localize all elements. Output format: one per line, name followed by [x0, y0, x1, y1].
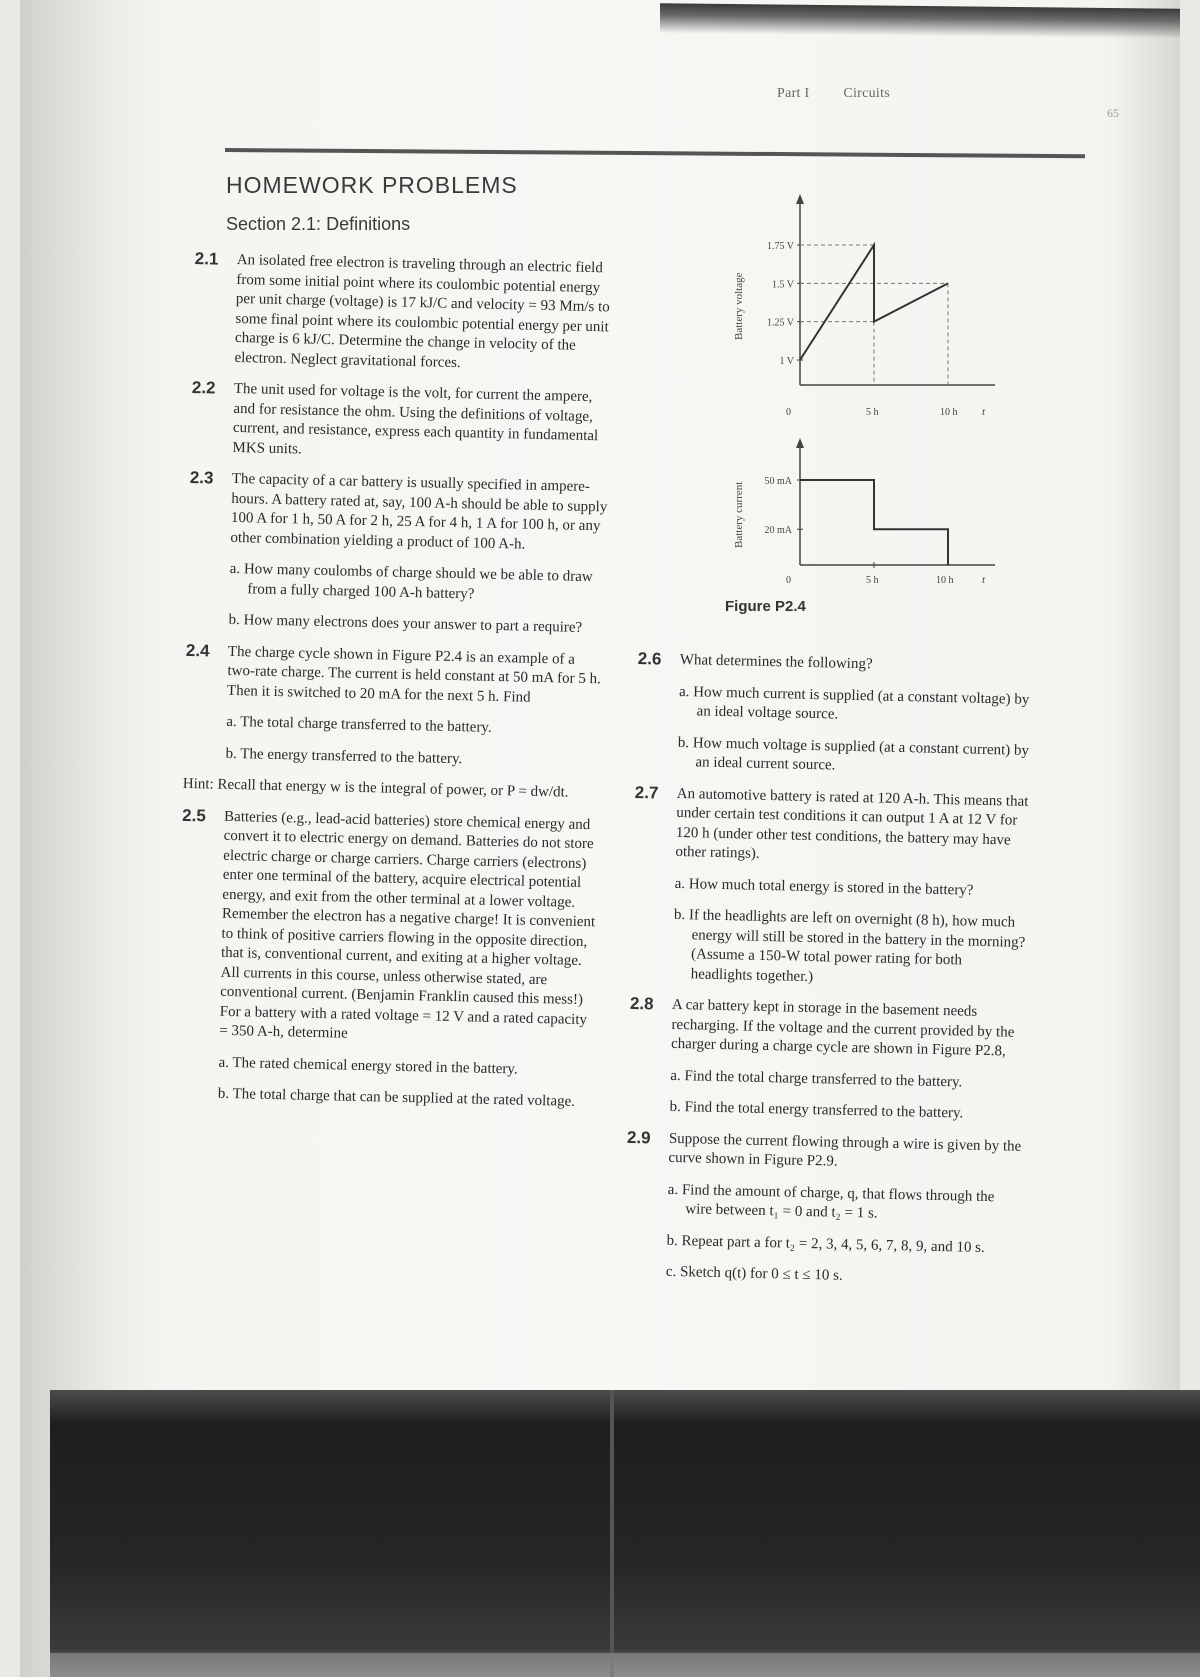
problem-2-7 — [630, 783, 1029, 991]
current-y-arrow — [796, 438, 804, 448]
figure-p2-4 — [720, 190, 1020, 610]
problem-subpart: b. How much voltage is supplied (at a constant current) by an ideal current source. — [677, 734, 1030, 774]
problem-text: The capacity of a car battery is usually specified in ampere-hours. A battery rated at, say, 100 A-h should be able to supply 100 A for 1 h, 50 A for 2 h, 25 A for 4 h, 1 A for 100 h, or any other combination yielding a product of 100 A-h. — [230, 470, 608, 553]
problem-statement — [192, 250, 615, 376]
current-x-tick-5h: 5 h — [866, 575, 879, 586]
problem-subpart: a. How many coulombs of charge should we be able to draw from a fully charged 100 A-h battery? — [229, 560, 593, 602]
problem-2-8 — [627, 995, 1025, 1125]
problem-text: An automotive battery is rated at 120 A-h. This means that under certain test conditions it can output 1 A at 12 V for 120 h (under other test conditions, the battery may have other ratings). — [675, 785, 1029, 862]
current-x-tick-10h: 10 h — [936, 575, 954, 586]
problem-number: 2.3 — [189, 467, 214, 488]
problem-2-6 — [635, 650, 1033, 780]
problem-subpart: a. The total charge transferred to the battery. — [226, 713, 492, 736]
voltage-tick-label: 1.5 V — [771, 279, 794, 291]
problem-subpart: b. Repeat part a for t₂ = 2, 3, 4, 5, 6, 7, 8, 9, and 10 s. — [666, 1232, 985, 1256]
voltage-tick-label: 1.75 V — [766, 241, 794, 252]
voltage-x-var: t — [982, 406, 986, 418]
problem-statement — [188, 469, 610, 557]
voltage-x-tick-0: 0 — [786, 407, 791, 418]
problem-subpart: a. Find the total charge transferred to the battery. — [670, 1067, 963, 1090]
problem-2-2 — [190, 379, 612, 467]
problem-statement — [633, 783, 1030, 870]
voltage-y-arrow — [796, 194, 804, 204]
voltage-x-tick-5h: 5 h — [866, 407, 879, 418]
problem-number: 2.2 — [191, 377, 216, 398]
problem-statement — [177, 806, 602, 1049]
voltage-x-tick-10h: 10 h — [940, 407, 958, 418]
problem-subpart: a. Find the amount of charge, q, that flows through the wire between t₁ = 0 and t₂ = 1 s. — [667, 1181, 995, 1222]
problem-subpart: c. Sketch q(t) for 0 ≤ t ≤ 10 s. — [665, 1263, 843, 1284]
problem-subpart: b. Find the total energy transferred to the battery. — [669, 1098, 964, 1122]
problem-number: 2.6 — [637, 649, 662, 669]
right-column — [623, 650, 1032, 1302]
problem-statement — [190, 379, 612, 467]
problem-text: Suppose the current flowing through a wire is given by the curve shown in Figure P2.9. — [668, 1130, 1022, 1170]
problem-number: 2.8 — [629, 993, 654, 1014]
current-x-var: t — [982, 574, 986, 586]
voltage-tick-label: 1.25 V — [766, 317, 794, 329]
voltage-tick-label: 1 V — [779, 356, 794, 367]
header-part: Part I — [777, 86, 810, 101]
problem-number: 2.7 — [634, 782, 659, 802]
section-heading: Section 2.1: Definitions — [226, 214, 411, 234]
heading-rule — [225, 148, 1085, 158]
problem-subpart: a. How much total energy is stored in the battery? — [674, 875, 974, 899]
problem-statement — [629, 995, 1025, 1062]
problem-number: 2.9 — [626, 1127, 651, 1147]
page-heading: HOMEWORK PROBLEMS — [226, 172, 518, 198]
problem-text: An isolated free electron is traveling through an electric field from some initial point where its coulombic potential energy per unit charge (voltage) is 17 kJ/C and velocity = 93 Mm/s to some final point where its coulombic potential energy per unit charge is 6 kJ/C. Determine the change in velocity of the electron. Neglect gravitational forces. — [234, 251, 610, 371]
scan-top-shadow — [660, 3, 1180, 38]
figure-caption: Figure P2.4 — [725, 598, 806, 615]
problem-subpart: b. If the headlights are left on overnight (8 h), how much energy will still be stored in the battery in the morning? (Assume a 150-W total power rating for both headlights together.) — [673, 906, 1026, 985]
problem-number: 2.1 — [194, 249, 219, 269]
current-tick-label: 20 mA — [764, 525, 792, 537]
problem-2-5 — [176, 806, 603, 1112]
problem-2-4 — [183, 641, 606, 803]
problem-subpart: b. The total charge that can be supplied at the rated voltage. — [217, 1085, 576, 1110]
problem-2-9 — [624, 1128, 1022, 1290]
problem-number: 2.5 — [181, 805, 207, 825]
problem-number: 2.4 — [185, 640, 210, 660]
problem-subpart: a. How much current is supplied (at a constant voltage) by an ideal voltage source. — [678, 683, 1030, 723]
current-x-tick-0: 0 — [786, 575, 791, 586]
voltage-y-label: Battery voltage — [733, 272, 745, 340]
problem-statement — [185, 641, 606, 709]
header-chapter: Circuits — [843, 86, 891, 101]
problem-text: The charge cycle shown in Figure P2.4 is an example of a two-rate charge. The current is held constant at 50 mA for 5 h. Then it is switched to 20 mA for the next 5 h. Find — [226, 643, 602, 706]
textbook-page — [20, 0, 1180, 1677]
problem-2-3 — [186, 469, 610, 639]
problem-2-1 — [192, 250, 615, 376]
scan-bottom-shadow — [50, 1390, 1200, 1677]
problem-subpart: b. The energy transferred to the battery. — [225, 745, 463, 767]
current-tick-label: 50 mA — [764, 476, 792, 487]
current-curve — [800, 480, 948, 565]
left-column — [175, 250, 615, 1125]
problem-statement — [638, 650, 1033, 678]
problem-statement — [626, 1128, 1022, 1176]
running-header — [777, 86, 890, 102]
problem-subpart: b. How many electrons does your answer to part a require? — [228, 611, 583, 636]
problem-text: The unit used for voltage is the volt, for current the ampere, and for resistance the ohm. Using the definitions of voltage, current, and resistance, express each quantity in fundamental MKS units. — [232, 380, 599, 457]
problem-subpart: a. The rated chemical energy stored in the battery. — [218, 1054, 518, 1078]
current-y-label: Battery current — [733, 481, 745, 548]
problem-text: Batteries (e.g., lead-acid batteries) store chemical energy and convert it to electric energy on demand. Batteries do not store electric charge or charge carriers. Charge carriers (electrons) enter one terminal of the battery, acquire electrical potential energy, and exit from the other terminal at a lower voltage. Remember the electron has a negative charge! It is convenient to think of positive carriers flowing in the opposite direction, that is, conventional current, and exiting at a higher voltage. All currents in this course, unless otherwise stated, are conventional current. (Benjamin Franklin caused this mess!) For a battery with a rated voltage = 12 V and a rated capacity = 350 A-h, determine — [219, 808, 596, 1042]
problem-text: What determines the following? — [679, 651, 873, 673]
page-number: 65 — [1107, 106, 1119, 120]
problem-text: A car battery kept in storage in the basement needs recharging. If the voltage and the current provided by the charger during a charge cycle are shown in Figure P2.8, — [670, 996, 1015, 1060]
problem-hint: Hint: Recall that energy w is the integral of power, or P = dw/dt. — [182, 775, 569, 801]
